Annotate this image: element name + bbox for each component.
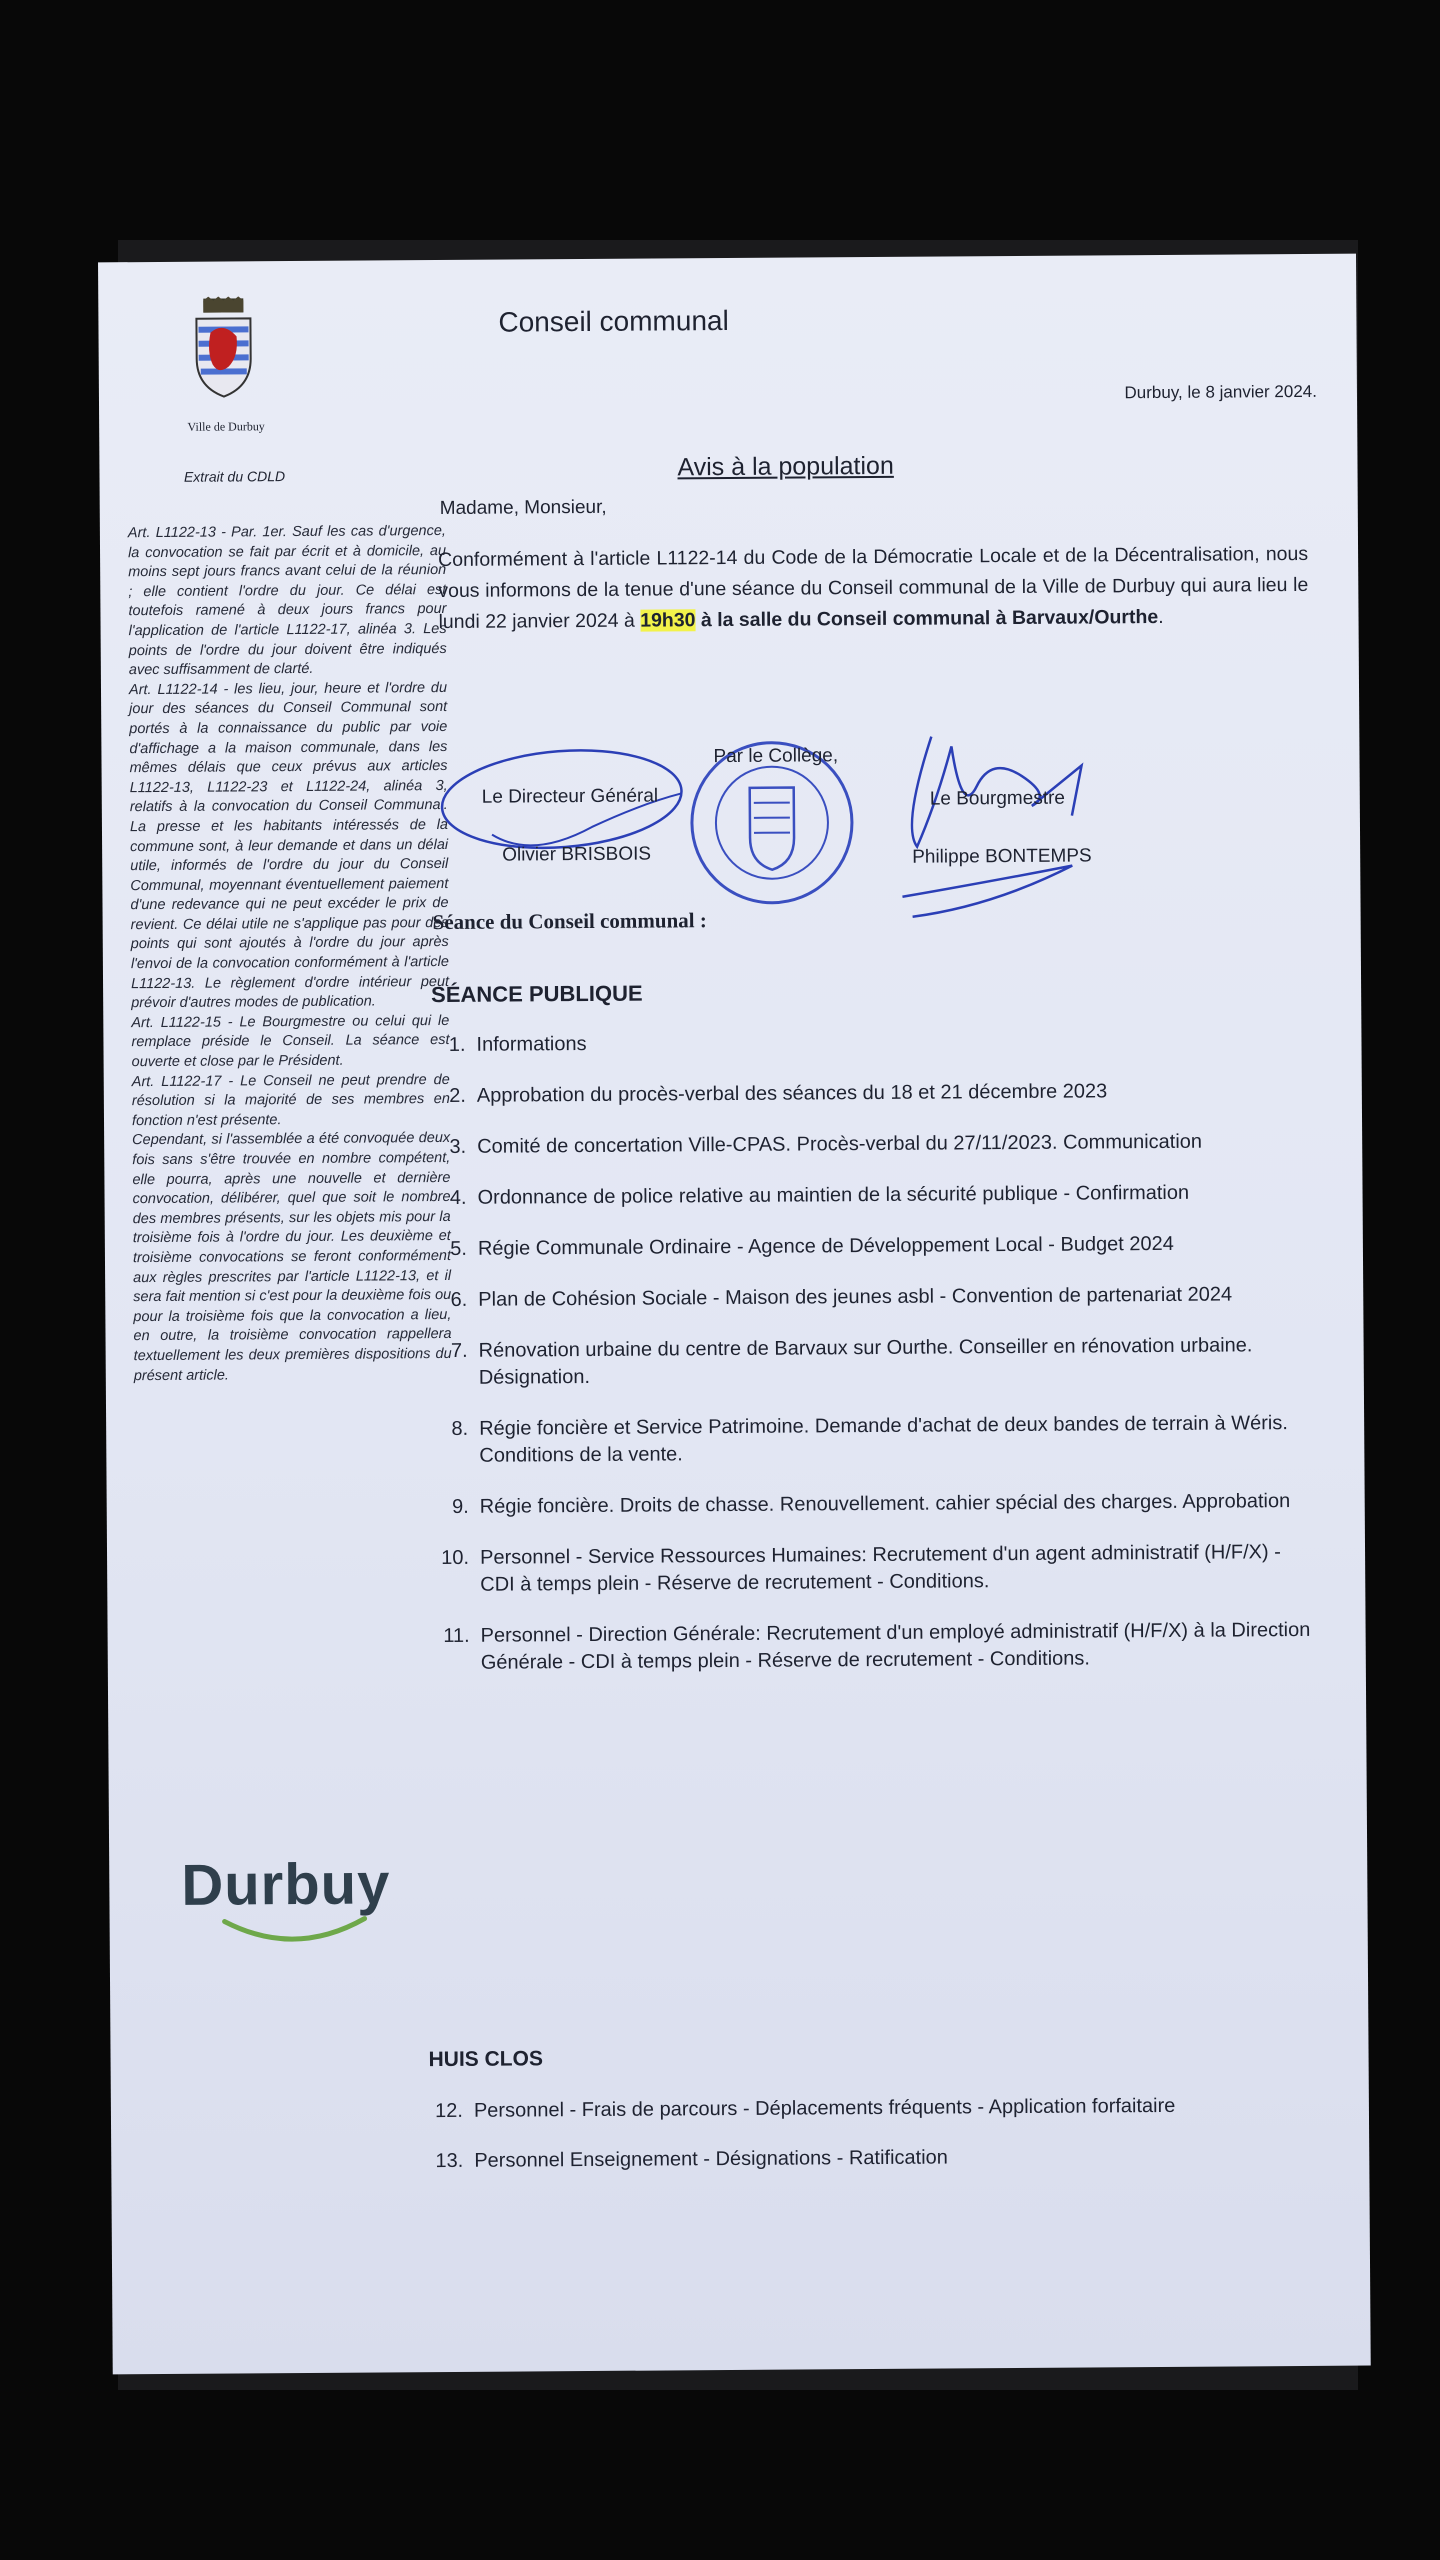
par-le-college: Par le Collège,: [713, 745, 839, 768]
sidebar-paragraph: Art. L1122-17 - Le Conseil ne peut prendre de résolution si la majorité de ses membres en fonction n'est présente.: [131, 1071, 450, 1129]
agenda-item-text: Rénovation urbaine du centre de Barvaux sur Ourthe. Conseiller en rénovation urbaine. Désignation.: [478, 1334, 1253, 1389]
agenda-item-number: 4.: [449, 1186, 467, 1209]
logo-swoosh-icon: [220, 1913, 370, 1954]
legal-sidebar: [128, 522, 452, 1386]
salutation: Madame, Monsieur,: [439, 496, 607, 520]
date-line: Durbuy, le 8 janvier 2024.: [1124, 381, 1318, 403]
sidebar-paragraph: Art. L1122-13 - Par. 1er. Sauf les cas d'urgence, la convocation se fait par écrit et à domicile, au moins sept jours francs avant celui de la réunion ; elle contient l'ordre du jour. Ce délai est toutefois ramené à deux jours francs pour l'application de l'article L1122-17, alinéa 3. Les points de l'ordre du jour doivent être indiqués avec suffisamment de clarté.: [127, 522, 447, 679]
bourgmestre-title: Le Bourgmestre: [929, 787, 1066, 810]
agenda-item-text: Plan de Cohésion Sociale - Maison des jeunes asbl - Convention de partenariat 2024: [478, 1283, 1233, 1311]
agenda-huis-clos: [429, 2092, 1310, 2198]
agenda-item: [431, 1026, 1311, 1059]
agenda-item: [429, 2142, 1309, 2174]
intro-end: .: [1158, 605, 1164, 628]
agenda-item-number: 2.: [449, 1084, 466, 1107]
agenda-item-text: Régie Communale Ordinaire - Agence de Développement Local - Budget 2024: [477, 1232, 1174, 1260]
document-page: [98, 254, 1371, 2375]
agenda-item-text: Approbation du procès-verbal des séances du 18 et 21 décembre 2023: [476, 1080, 1108, 1107]
durbuy-logo: Durbuy: [181, 1851, 391, 1918]
agenda-item-text: Personnel Enseignement - Désignations - Ratification: [474, 2146, 948, 2172]
agenda-item: [432, 1077, 1312, 1110]
intro-text: Conformément à l'article L1122-14 du Code de la Démocratie Locale et de la Décentralisation, nous vous informons de la tenue d'une séance du Conseil communal de la Ville de Durbuy qui aura lieu le lundi 22 janvier 2024 à: [438, 542, 1309, 634]
sidebar-paragraph: Art. L1122-15 - Le Bourgmestre ou celui qui le remplace préside le Conseil. La séance est ouverte et close par le Président.: [131, 1012, 450, 1071]
document-title: Conseil communal: [498, 304, 729, 338]
agenda-item-number: 6.: [450, 1288, 468, 1311]
agenda-item: [435, 1539, 1315, 1599]
agenda-item: [429, 2092, 1309, 2124]
agenda-item-text: Personnel - Service Ressources Humaines: Recrutement d'un agent administratif (H/F/X) - CDI à temps plein - Réserve de recrutement - Conditions.: [479, 1541, 1281, 1596]
agenda-item-number: 5.: [450, 1237, 467, 1260]
agenda-item-number: 10.: [441, 1546, 470, 1570]
coat-of-arms-icon: [188, 296, 259, 406]
agenda-item-text: Comité de concertation Ville-CPAS. Procès-verbal du 27/11/2023. Communication: [477, 1130, 1203, 1158]
seance-heading: Séance du Conseil communal :: [432, 908, 707, 935]
agenda-item-number: 12.: [435, 2099, 464, 2123]
closed-session-heading: HUIS CLOS: [428, 2047, 543, 2072]
meeting-time: 19h30: [640, 609, 696, 632]
agenda-item: [435, 1488, 1315, 1521]
directeur-name: Olivier BRISBOIS: [502, 843, 652, 866]
agenda-item-number: 13.: [435, 2149, 464, 2173]
intro-paragraph: [438, 539, 1309, 638]
agenda-public: [431, 1026, 1316, 1701]
agenda-item: [434, 1410, 1314, 1470]
bourgmestre-name: Philippe BONTEMPS: [912, 845, 1092, 868]
agenda-item: [433, 1230, 1313, 1263]
agenda-item-text: Régie foncière et Service Patrimoine. Demande d'achat de deux bandes de terrain à Wéris. Conditions de la vente.: [479, 1412, 1288, 1467]
agenda-item-number: 9.: [451, 1495, 469, 1518]
agenda-item-text: Personnel - Direction Générale: Recrutement d'un employé administratif (H/F/X) à la Direction Générale - CDI à temps plein - Réserve de recrutement - Conditions.: [480, 1618, 1311, 1674]
agenda-item-text: Personnel - Frais de parcours - Déplacements fréquents - Application forfaitaire: [473, 2094, 1176, 2122]
agenda-item-number: 1.: [448, 1033, 466, 1056]
sidebar-heading: Extrait du CDLD: [183, 468, 286, 485]
directeur-title: Le Directeur Général: [481, 785, 659, 808]
agenda-item-number: 11.: [443, 1624, 470, 1648]
agenda-item: [432, 1179, 1312, 1212]
meeting-place: à la salle du Conseil communal à Barvaux/Ourthe: [695, 605, 1159, 632]
agenda-item-text: Ordonnance de police relative au maintien de la sécurité publique - Confirmation: [477, 1181, 1190, 1209]
agenda-item-text: Informations: [476, 1033, 587, 1056]
notice-heading: Avis à la population: [677, 451, 894, 482]
agenda-item: [434, 1332, 1314, 1392]
sidebar-paragraph: Art. L1122-14 - les lieu, jour, heure et l'ordre du jour des séances du Conseil Communal sont portés à la connaissance du public par voie d'affichage a la maison communale, dans les mêmes délais que ceux prévus aux articles L1122-13, L1122-23 et L1122-24, alinéa 3, relatifs à la convocation du Conseil Communal. La presse et les habitants intéressés de la commune sont, à leur demande et dans un délai utile, informés de l'ordre du jour du Conseil Communal, moyennant éventuellement paiement d'une redevance qui ne peut excéder le prix de revient. Ce délai utile ne s'applique pas pour des points qui sont ajoutés à l'ordre du jour après l'envoi de la convocation conformément à l'article L1122-13. Le règlement d'ordre intérieur peut prévoir d'autres modes de publication.: [128, 679, 450, 1012]
agenda-item-number: 3.: [449, 1135, 467, 1158]
agenda-item: [432, 1128, 1312, 1161]
ville-label: Ville de Durbuy: [187, 419, 265, 434]
agenda-item-number: 8.: [451, 1417, 469, 1440]
sidebar-paragraph: Cependant, si l'assemblée a été convoquée deux fois sans s'être trouvée en nombre compétent, elle pourra, après une nouvelle et dernière convocation, délibérer, quel que soit le nombre des membres présents, sur les objets mis pour la troisième fois à l'ordre du jour. Les deuxième et troisième convocations se feront conformément aux règles prescrites par l'article L1122-13, et il sera fait mention si c'est pour la deuxième fois ou pour la troisième fois que la convocation a lieu, en outre, la troisième convocation rappellera textuellement les deux premières dispositions du présent article.: [132, 1130, 452, 1384]
agenda-item: [436, 1617, 1316, 1677]
public-session-heading: SÉANCE PUBLIQUE: [431, 980, 643, 1008]
agenda-item: [433, 1281, 1313, 1314]
agenda-item-number: 7.: [450, 1339, 468, 1362]
agenda-item-text: Régie foncière. Droits de chasse. Renouvellement. cahier spécial des charges. Approbation: [479, 1490, 1291, 1518]
